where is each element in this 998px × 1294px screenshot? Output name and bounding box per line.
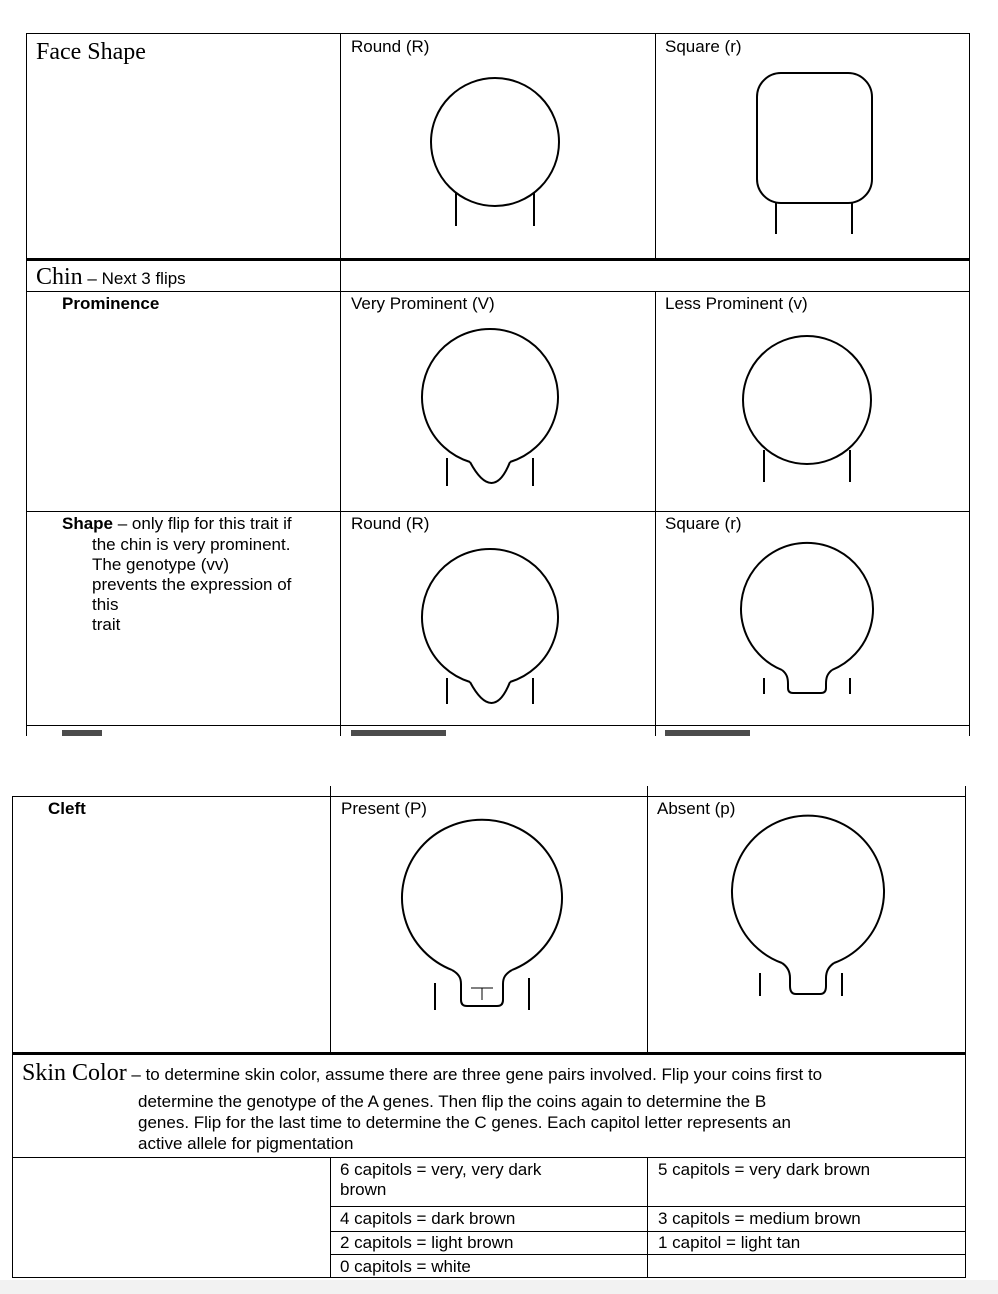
face-shape-heading: Face Shape: [36, 39, 146, 65]
chin-shape-dominant-label: Round (R): [351, 514, 430, 533]
chin-shape-heading: [62, 514, 292, 534]
chin-shape-note-line: The genotype (vv): [92, 555, 230, 574]
skin-color-intro: – to determine skin color, assume there are three gene pairs involved. Flip your coins first to: [126, 1065, 823, 1084]
chin-heading: [36, 264, 186, 291]
skin-table-cell: 5 capitols = very dark brown: [658, 1160, 871, 1179]
chin-heading-note: – Next 3 flips: [82, 269, 186, 288]
chin-shape-note: [92, 535, 332, 635]
cleft-dominant-label: Present (P): [341, 799, 427, 818]
skin-color-heading-text: Skin Color: [22, 1060, 127, 1086]
round-face-drawing: [410, 70, 580, 230]
skin-color-line: genes. Flip for the last time to determine the C genes. Each capitol letter represents an: [138, 1113, 791, 1132]
chin-shape-note-line: prevents the expression of: [92, 575, 292, 594]
square-face-drawing: [740, 68, 890, 238]
skin-table-cell: 1 capitol = light tan: [658, 1233, 801, 1252]
prominence-dominant-label: Very Prominent (V): [351, 294, 495, 313]
bottom-edge: [0, 1280, 998, 1294]
cleft-heading: Cleft: [48, 799, 86, 818]
skin-color-heading: [22, 1060, 822, 1087]
skin-color-line: determine the genotype of the A genes. Then flip the coins again to determine the B: [138, 1092, 767, 1111]
chin-shape-heading-text: Shape: [62, 514, 114, 533]
cleft-recessive-label: Absent (p): [657, 799, 736, 818]
skin-color-instructions: [138, 1091, 938, 1154]
skin-table-cell: 3 capitols = medium brown: [658, 1209, 861, 1228]
cleft-absent-drawing: [722, 828, 892, 998]
cleft-present-drawing: [397, 828, 567, 1018]
skin-table-cell: 6 capitols = very, very dark brown: [340, 1160, 542, 1199]
skin-table-cell: 4 capitols = dark brown: [340, 1209, 516, 1228]
chin-shape-note-line: the chin is very prominent.: [92, 535, 291, 554]
chin-shape-recessive-label: Square (r): [665, 514, 742, 533]
prominence-heading: Prominence: [62, 294, 160, 313]
very-prominent-chin-drawing: [405, 320, 575, 490]
page-gap: [0, 736, 998, 786]
square-chin-drawing: [722, 538, 892, 708]
chin-shape-note-line: trait: [92, 615, 121, 634]
skin-color-line: active allele for pigmentation: [138, 1134, 354, 1153]
face-shape-recessive-label: Square (r): [665, 37, 742, 56]
face-shape-dominant-label: Round (R): [351, 37, 430, 56]
less-prominent-chin-drawing: [722, 320, 892, 490]
prominence-recessive-label: Less Prominent (v): [665, 294, 808, 313]
skin-table-cell: 2 capitols = light brown: [340, 1233, 514, 1252]
round-chin-drawing: [405, 538, 575, 708]
chin-shape-note-line1: – only flip for this trait if: [113, 514, 292, 533]
chin-shape-note-line: this: [92, 595, 119, 614]
skin-table-cell: 0 capitols = white: [340, 1257, 471, 1276]
chin-heading-text: Chin: [36, 264, 83, 290]
